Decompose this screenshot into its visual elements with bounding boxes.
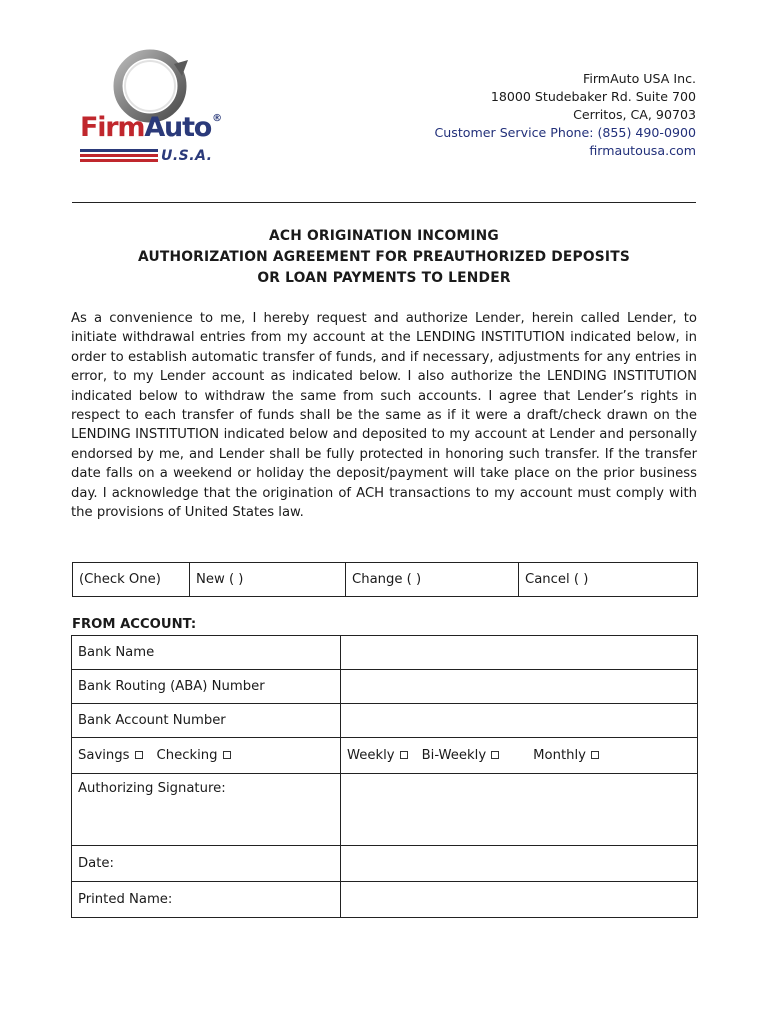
frequency-cell bbox=[341, 738, 698, 774]
company-address-block bbox=[435, 70, 696, 160]
checking-label: Checking bbox=[156, 748, 218, 763]
brand-auto: Auto bbox=[144, 112, 212, 143]
account-type-cell bbox=[72, 738, 341, 774]
bank-name-label: Bank Name bbox=[72, 636, 341, 670]
title-line-2: AUTHORIZATION AGREEMENT FOR PREAUTHORIZED DEPOSITS bbox=[138, 249, 630, 265]
printed-name-label: Printed Name: bbox=[72, 882, 341, 918]
brand-firm: Firm bbox=[80, 112, 145, 143]
weekly-label: Weekly bbox=[347, 748, 395, 763]
from-account-heading: FROM ACCOUNT: bbox=[72, 617, 197, 632]
savings-checkbox[interactable] bbox=[135, 751, 143, 759]
bank-name-field[interactable] bbox=[341, 636, 698, 670]
firmauto-logo bbox=[76, 46, 226, 168]
flag-stripes bbox=[80, 149, 158, 164]
account-number-label: Bank Account Number bbox=[72, 704, 341, 738]
signature-field[interactable] bbox=[341, 774, 698, 846]
routing-number-field[interactable] bbox=[341, 670, 698, 704]
company-street: 18000 Studebaker Rd. Suite 700 bbox=[490, 89, 696, 104]
company-website: firmautousa.com bbox=[589, 143, 696, 158]
company-name: FirmAuto USA Inc. bbox=[583, 71, 696, 86]
monthly-label: Monthly bbox=[533, 748, 586, 763]
brand-country: U.S.A. bbox=[161, 148, 213, 164]
printed-name-field[interactable] bbox=[341, 882, 698, 918]
signature-label: Authorizing Signature: bbox=[72, 774, 341, 846]
date-field[interactable] bbox=[341, 846, 698, 882]
checking-checkbox[interactable] bbox=[223, 751, 231, 759]
authorization-paragraph: As a convenience to me, I hereby request and authorize Lender, herein called Lender, to initiate withdrawal entries from my account at the LENDING INSTITUTION indicated below, in order to establish automatic transfer of funds, and if necessary, adjustments for any entries in error, to my Lender account as indicated below. I also authorize the LENDING INSTITUTION indicated below to withdraw the same from such accounts. I agree that Lender’s rights in respect to each transfer of funds shall be the same as if it were a draft/check drawn on the LENDING INSTITUTION indicated below and deposited to my account at Lender and personally endorsed by me, and Lender shall be fully protected in honoring such transfer. If the transfer date falls on a weekend or holiday the deposit/payment will take place on the prior business day. I acknowledge that the origination of ACH transactions to my account must comply with the provisions of United States law. bbox=[71, 311, 697, 521]
check-change[interactable]: Change ( ) bbox=[346, 563, 519, 597]
customer-service-phone: Customer Service Phone: (855) 490-0900 bbox=[434, 125, 696, 140]
title-line-1: ACH ORIGINATION INCOMING bbox=[269, 228, 499, 244]
savings-label: Savings bbox=[78, 748, 130, 763]
header-divider bbox=[72, 202, 696, 203]
registered-mark: ® bbox=[212, 113, 221, 124]
check-one-table bbox=[72, 562, 698, 597]
brand-wordmark bbox=[80, 114, 221, 141]
account-number-field[interactable] bbox=[341, 704, 698, 738]
check-one-label: (Check One) bbox=[73, 563, 190, 597]
monthly-checkbox[interactable] bbox=[591, 751, 599, 759]
company-city: Cerritos, CA, 90703 bbox=[573, 107, 696, 122]
from-account-table bbox=[71, 635, 698, 918]
check-new[interactable]: New ( ) bbox=[190, 563, 346, 597]
routing-number-label: Bank Routing (ABA) Number bbox=[72, 670, 341, 704]
title-line-3: OR LOAN PAYMENTS TO LENDER bbox=[257, 270, 511, 286]
biweekly-checkbox[interactable] bbox=[491, 751, 499, 759]
date-label: Date: bbox=[72, 846, 341, 882]
weekly-checkbox[interactable] bbox=[400, 751, 408, 759]
biweekly-label: Bi-Weekly bbox=[421, 748, 487, 763]
check-cancel[interactable]: Cancel ( ) bbox=[519, 563, 698, 597]
document-title bbox=[72, 226, 696, 289]
